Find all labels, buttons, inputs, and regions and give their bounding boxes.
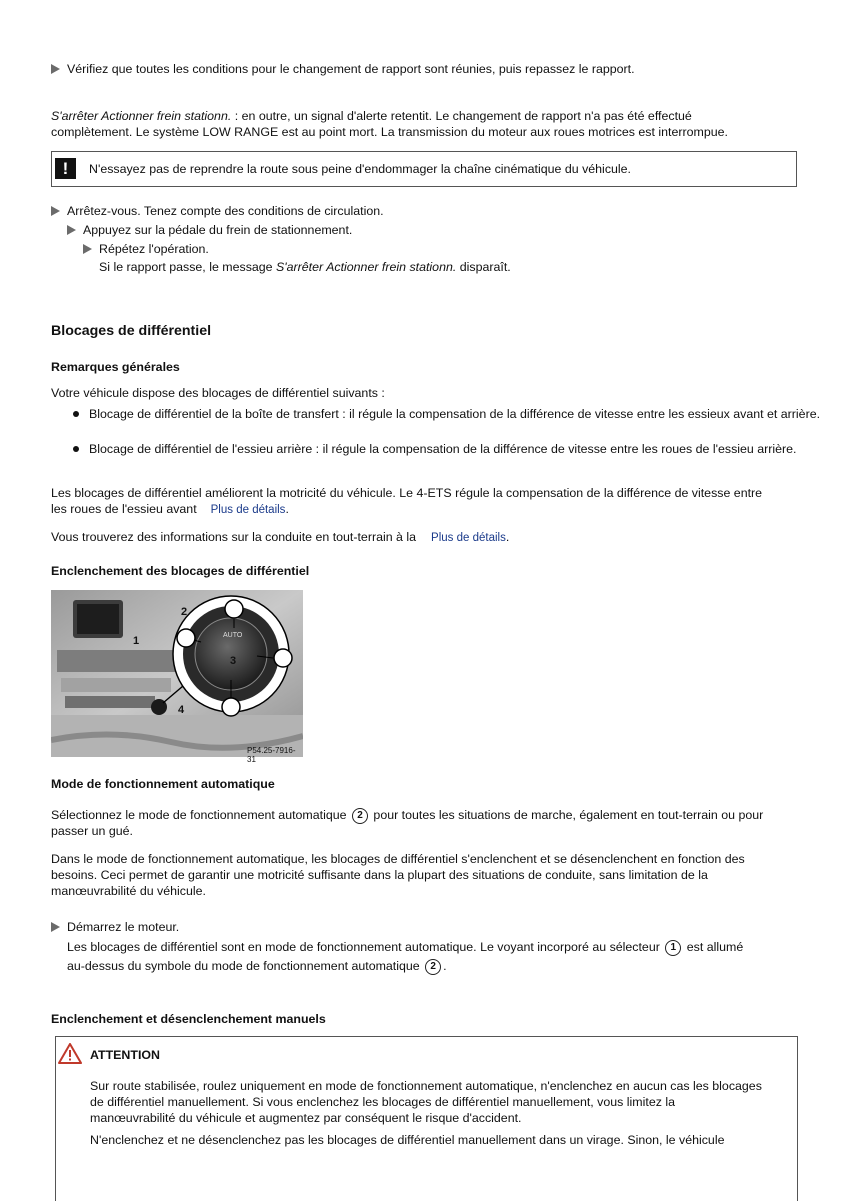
auto-mode-p2-line3: manœuvrabilité du véhicule. [51, 884, 206, 898]
callout-2-icon: 2 [425, 959, 441, 975]
section-title: Blocages de différentiel [51, 323, 212, 339]
arrow-right-icon [67, 225, 76, 235]
attention-p1-line2: de différentiel manuellement. Si vous enclenchez les blocages de différentiel manuellement, vous limitez la [90, 1095, 675, 1109]
auto-mode-p1-line2: passer un gué. [51, 824, 133, 838]
arrow-right-icon [83, 244, 92, 254]
callout-1-icon: 1 [665, 940, 681, 956]
alert-paragraph-line2: complètement. Le système LOW RANGE est au point mort. La transmission du moteur aux roues motrices est interrompue. [51, 125, 728, 139]
warning-box [51, 151, 797, 187]
attention-label: ATTENTION [90, 1048, 160, 1062]
exclamation-icon: ! [55, 158, 76, 179]
manual-title: Enclenchement et désenclenchement manuels [51, 1012, 326, 1026]
step-repeat-note: Si le rapport passe, le message S'arrêter Actionner frein stationn. disparaît. [99, 260, 511, 274]
intro-text: Votre véhicule dispose des blocages de différentiel suivants : [51, 386, 385, 400]
offroad-paragraph: Vous trouverez des informations sur la conduite en tout-terrain à la Plus de détails. [51, 530, 510, 544]
callout-1 [177, 629, 195, 647]
arrow-right-icon [51, 922, 60, 932]
auto-label: AUTO [223, 632, 243, 639]
more-details-link[interactable]: Plus de détails [431, 532, 506, 544]
general-remarks-title: Remarques générales [51, 360, 180, 374]
diff-lock-photo [51, 590, 303, 757]
callout-4 [222, 698, 240, 716]
ets-paragraph-line2: les roues de l'essieu avant Plus de détails. [51, 502, 289, 516]
attention-p1-line3: manœuvrabilité du véhicule et augmentez par conséquent le risque d'accident. [90, 1111, 522, 1125]
arrow-right-icon [51, 206, 60, 216]
auto-mode-p1-line1: Sélectionnez le mode de fonctionnement automatique 2 pour toutes les situations de marche, également en tout-terrain ou pour [51, 808, 764, 822]
alert-paragraph-line1: S'arrêter Actionner frein stationn. : en outre, un signal d'alerte retentit. Le changement de rapport n'a pas été effectué [51, 109, 692, 123]
callout-3 [274, 649, 292, 667]
auto-mode-p2-line1: Dans le mode de fonctionnement automatique, les blocages de différentiel s'enclenchent et se désenclenchent en fonction des [51, 852, 745, 866]
auto-mode-title: Mode de fonctionnement automatique [51, 777, 275, 791]
ets-paragraph-line1: Les blocages de différentiel améliorent la motricité du véhicule. Le 4-ETS régule la compensation de la différence de vitesse entre [51, 486, 763, 500]
figure-caption: P54.25-7916-31 [247, 746, 296, 764]
warning-triangle-icon [58, 1043, 82, 1064]
callout-2-icon: 2 [352, 808, 368, 824]
more-details-link[interactable]: Plus de détails [210, 504, 286, 516]
warning-text: N'essayez pas de reprendre la route sous peine d'endommager la chaîne cinématique du véhicule. [89, 162, 631, 176]
attention-box [55, 1036, 798, 1201]
attention-p1-line1: Sur route stabilisée, roulez uniquement en mode de fonctionnement automatique, n'enclenchez en aucun cas les blocages [90, 1079, 762, 1093]
bullet-icon [73, 446, 79, 452]
bullet-icon [73, 411, 79, 417]
callout-2 [225, 600, 243, 618]
auto-mode-p2-line2: besoins. Ceci permet de garantir une motricité suffisante dans la plupart des situations de conduite, sans limitation de la [51, 868, 708, 882]
diff-lock-figure: 1 2 3 4 AUTO P54.25-7916-31 [51, 590, 303, 757]
arrow-right-icon [51, 64, 60, 74]
engagement-title: Enclenchement des blocages de différentiel [51, 564, 310, 578]
attention-p2-line1: N'enclenchez et ne désenclenchez pas les blocages de différentiel manuellement dans un virage. Sinon, le véhicule [90, 1133, 725, 1147]
step-start-note-line1: Les blocages de différentiel sont en mode de fonctionnement automatique. Le voyant incorporé au sélecteur 1 est allumé [67, 940, 744, 954]
step-start-note-line2: au-dessus du symbole du mode de fonctionnement automatique 2 . [67, 959, 447, 973]
